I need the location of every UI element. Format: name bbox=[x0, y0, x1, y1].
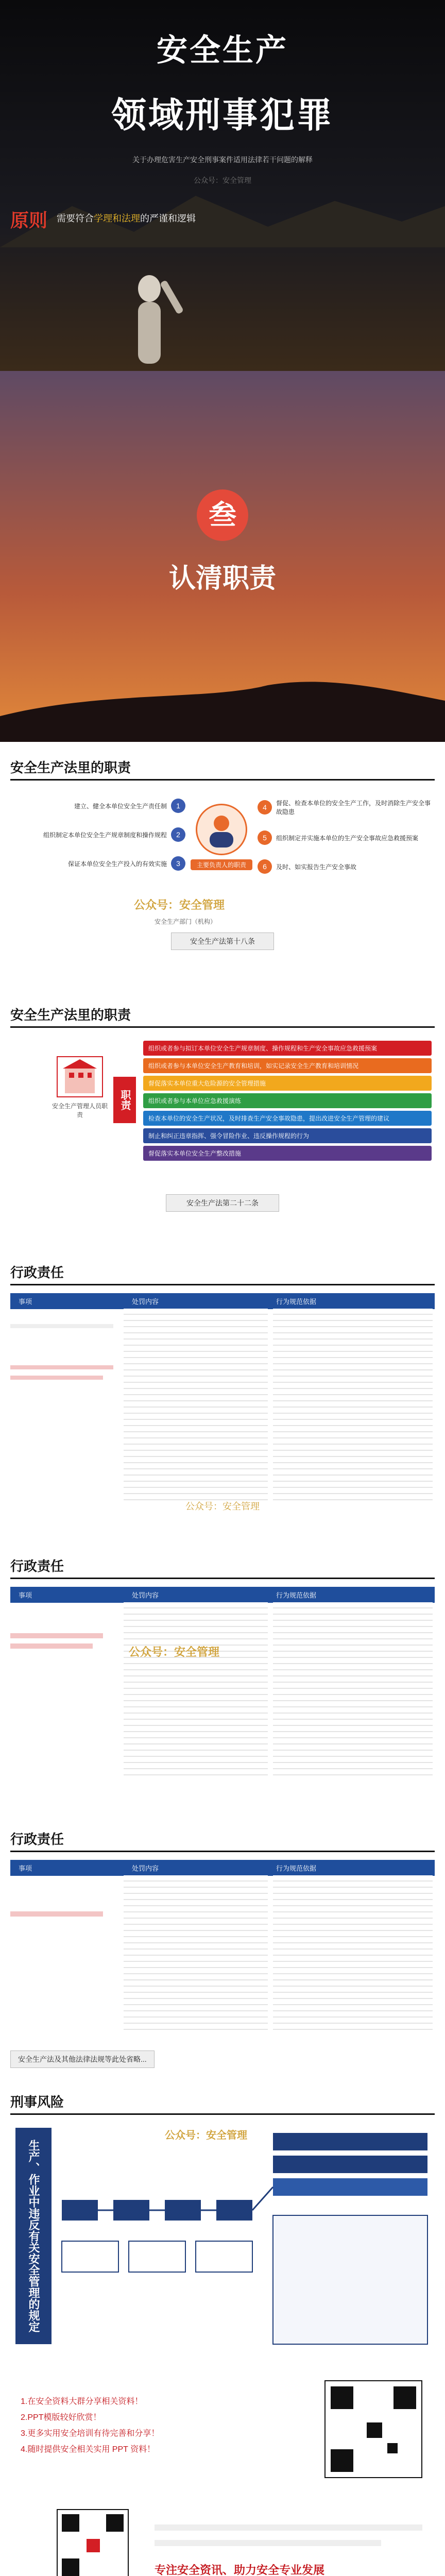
duty1-item-text: 组织制定本单位安全生产规章制度和操作规程 bbox=[43, 831, 167, 839]
duty2-list bbox=[143, 1041, 432, 1161]
duty1-item-text: 组织制定并实施本单位的生产安全事故应急救援预案 bbox=[276, 834, 419, 842]
duty2-footer: 安全生产法第二十二条 bbox=[166, 1194, 279, 1212]
criminal-rule bbox=[10, 2113, 435, 2115]
duty1-item bbox=[10, 856, 185, 871]
duty1-watermark: 公众号：安全管理 bbox=[134, 899, 225, 911]
text-line bbox=[10, 1633, 103, 1638]
duty1-item bbox=[258, 831, 435, 845]
duty2-heading: 安全生产法里的职责 bbox=[10, 1007, 131, 1023]
admin2-section bbox=[0, 1535, 445, 1808]
climber-figure bbox=[93, 268, 206, 371]
hero-title-line1: 安全生产 bbox=[157, 33, 288, 67]
qr-code-left bbox=[57, 2509, 129, 2576]
criminal-vertical-text: 生产、作业中违反有关安全管理的规定 bbox=[15, 2128, 52, 2344]
principle-label: 原则 bbox=[10, 210, 48, 231]
duty1-rule bbox=[10, 779, 435, 781]
admin3-rule bbox=[10, 1851, 435, 1852]
admin3-table-header bbox=[10, 1860, 435, 1876]
duty1-item-num: 2 bbox=[171, 827, 185, 842]
admin3-table-body bbox=[10, 1875, 435, 2040]
principle-text bbox=[57, 211, 196, 225]
text-line bbox=[155, 2524, 422, 2531]
text-line bbox=[10, 1324, 113, 1328]
duty1-item-text: 督促、检查本单位的安全生产工作，及时消除生产安全事故隐患 bbox=[276, 800, 431, 816]
duty1-item-text: 建立、健全本单位安全生产责任制 bbox=[74, 802, 167, 810]
duty1-item bbox=[10, 799, 185, 813]
person-icon bbox=[196, 804, 247, 855]
admin3-heading: 行政责任 bbox=[10, 1832, 64, 1847]
admin3-col: 行为规范依据 bbox=[276, 1865, 317, 1872]
admin1-table-header bbox=[10, 1293, 435, 1309]
qr-info-list bbox=[21, 2391, 288, 2459]
text-line bbox=[10, 1376, 103, 1380]
duty1-item-text: 保证本单位安全生产投入的有效实施 bbox=[67, 860, 167, 868]
duty1-center-label: 主要负责人的职责 bbox=[191, 859, 252, 870]
admin1-section bbox=[0, 1242, 445, 1535]
duty1-heading: 安全生产法里的职责 bbox=[10, 760, 131, 775]
admin1-body-text bbox=[124, 1309, 268, 1504]
admin2-col: 行为规范依据 bbox=[276, 1591, 317, 1599]
admin1-watermark: 公众号：安全管理 bbox=[185, 1501, 260, 1512]
duty2-item: 组织或者参与本单位安全生产教育和培训，如实记录安全生产教育和培训情况 bbox=[143, 1058, 432, 1073]
duty2-item: 制止和纠正违章指挥、强令冒险作业、违反操作规程的行为 bbox=[143, 1128, 432, 1143]
admin1-rule bbox=[10, 1284, 435, 1285]
admin1-col: 事项 bbox=[19, 1298, 32, 1306]
duty1-section bbox=[0, 742, 445, 984]
admin2-body-text bbox=[124, 1602, 268, 1777]
admin1-basis-text bbox=[273, 1309, 433, 1504]
admin3-basis-text bbox=[273, 1875, 433, 2030]
hero-section bbox=[0, 0, 445, 371]
duty2-item: 督促落实本单位重大危险源的安全管理措施 bbox=[143, 1076, 432, 1091]
admin1-col: 处罚内容 bbox=[132, 1298, 159, 1306]
admin2-rule bbox=[10, 1578, 435, 1579]
admin1-col: 行为规范依据 bbox=[276, 1298, 317, 1306]
admin2-col: 事项 bbox=[19, 1591, 32, 1599]
criminal-flow-diagram bbox=[57, 2128, 433, 2354]
duty2-badge: 职责 bbox=[113, 1077, 136, 1123]
criminal-section bbox=[0, 2081, 445, 2370]
admin2-table-header bbox=[10, 1587, 435, 1603]
admin3-section bbox=[0, 1808, 445, 2081]
duty2-item: 组织或者参与拟订本单位安全生产规章制度、操作规程和生产安全事故应急救援预案 bbox=[143, 1041, 432, 1056]
duty1-right-list bbox=[258, 799, 435, 874]
duty1-item-num: 5 bbox=[258, 831, 272, 845]
principle-text-post: 的严谨和逻辑 bbox=[140, 213, 196, 224]
qr-info-line: 3.更多实用安全培训有待完善和分享！ bbox=[21, 2429, 160, 2438]
criminal-watermark: 公众号：安全管理 bbox=[165, 2130, 247, 2141]
duty1-item-num: 6 bbox=[258, 859, 272, 874]
text-line bbox=[10, 1643, 93, 1649]
admin1-table-body bbox=[10, 1309, 435, 1515]
duty1-item-text: 及时、如实报告生产安全事故 bbox=[276, 863, 357, 871]
qr-info-line: 4.随时提供安全相关实用 PPT 资料！ bbox=[21, 2445, 156, 2454]
admin3-col: 处罚内容 bbox=[132, 1865, 159, 1872]
duty2-item: 督促落实本单位安全生产整改措施 bbox=[143, 1146, 432, 1161]
duty1-item bbox=[10, 827, 185, 842]
chapter3-label: 认清职责 bbox=[168, 564, 276, 594]
admin2-col: 处罚内容 bbox=[132, 1591, 159, 1599]
admin1-heading: 行政责任 bbox=[10, 1265, 64, 1280]
duty2-section bbox=[0, 984, 445, 1242]
duty2-item: 检查本单位的安全生产状况，及时排查生产安全事故隐患，提出改进安全生产管理的建议 bbox=[143, 1111, 432, 1126]
admin3-col: 事项 bbox=[19, 1865, 32, 1872]
criminal-heading: 刑事风险 bbox=[10, 2094, 64, 2110]
principle-text-highlight: 学理和法理 bbox=[94, 213, 140, 224]
duty1-item-num: 4 bbox=[258, 800, 272, 815]
hero-subtitle: 关于办理危害生产安全刑事案件适用法律若干问题的解释 bbox=[132, 156, 313, 164]
admin2-basis-text bbox=[273, 1602, 433, 1777]
admin2-heading: 行政责任 bbox=[10, 1558, 64, 1574]
qr-info-section bbox=[0, 2370, 445, 2576]
duty2-item: 组织或者参与本单位应急救援演练 bbox=[143, 1093, 432, 1108]
text-line bbox=[155, 2540, 381, 2546]
text-line bbox=[10, 1365, 113, 1369]
text-line bbox=[10, 1911, 103, 1917]
duty1-left-list bbox=[10, 799, 185, 871]
duty2-rule bbox=[10, 1026, 435, 1028]
admin2-table-body bbox=[10, 1602, 435, 1798]
qr-code-right bbox=[324, 2380, 422, 2478]
chapter3-section bbox=[0, 371, 445, 742]
qr-info-tagline: 专注安全资讯、助力安全专业发展 bbox=[155, 2564, 325, 2576]
duty2-left-label: 安全生产管理人员职责 bbox=[52, 1103, 108, 1118]
qr-info-line: 1.在安全资料大群分享相关资料！ bbox=[21, 2397, 143, 2406]
duty1-item bbox=[258, 799, 435, 816]
admin2-watermark: 公众号：安全管理 bbox=[129, 1646, 220, 1658]
qr-info-line: 2.PPT模版较好欣赏！ bbox=[21, 2413, 101, 2422]
chapter3-number: 叁 bbox=[197, 489, 248, 541]
admin3-body-text bbox=[124, 1875, 268, 2030]
admin3-footer: 安全生产法及其他法律法规等此处省略... bbox=[10, 2050, 155, 2068]
hill-silhouette bbox=[0, 670, 445, 742]
building-icon bbox=[57, 1056, 103, 1097]
principle-text-pre: 需要符合 bbox=[57, 213, 94, 224]
duty1-footer: 安全生产法第十八条 bbox=[171, 933, 274, 950]
hero-title-line2: 领域刑事犯罪 bbox=[111, 96, 334, 135]
hero-watermark: 公众号：安全管理 bbox=[194, 176, 251, 184]
duty1-note: 安全生产部门（机构） bbox=[155, 918, 217, 925]
duty1-item-num: 1 bbox=[171, 799, 185, 813]
duty1-item-num: 3 bbox=[171, 856, 185, 871]
duty1-item bbox=[258, 859, 435, 874]
